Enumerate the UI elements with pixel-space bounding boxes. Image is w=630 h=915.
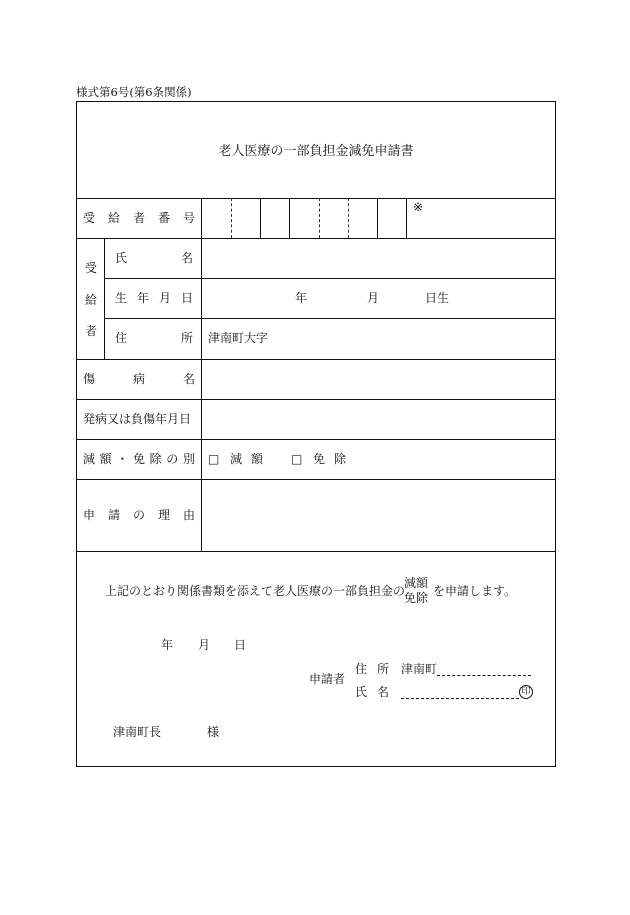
statement-exemption: 免除 bbox=[403, 591, 428, 605]
birth-month-label: 月 bbox=[367, 291, 380, 305]
label-char: 年 bbox=[136, 291, 149, 305]
label-char: の bbox=[166, 452, 179, 466]
date-month-label: 月 bbox=[198, 638, 211, 652]
exemption-option-label: 免除 bbox=[313, 452, 356, 466]
label-char: 氏 bbox=[115, 251, 128, 265]
label-char: 理 bbox=[157, 508, 170, 522]
address-value: 津南町大字 bbox=[208, 331, 269, 345]
label-char: 月 bbox=[158, 291, 171, 305]
applicant-label: 申請者 bbox=[309, 672, 346, 686]
label-char: 免 bbox=[132, 452, 145, 466]
label-char: の bbox=[132, 508, 145, 522]
reduction-option-label: 減額 bbox=[230, 452, 273, 466]
divider-birthdate bbox=[104, 318, 555, 319]
label-disease bbox=[83, 372, 195, 386]
recipient-group-divider bbox=[104, 238, 105, 359]
label-char: 請 bbox=[107, 508, 120, 522]
label-char: 受 bbox=[84, 261, 97, 275]
date-year-label: 年 bbox=[161, 638, 174, 652]
label-name bbox=[115, 251, 193, 265]
number-cell-divider bbox=[319, 198, 320, 238]
label-char: 減 bbox=[83, 452, 96, 466]
label-onset-date: 発病又は負傷年月日 bbox=[83, 412, 192, 426]
statement-before: 上記のとおり関係書類を添えて老人医療の一部負担金の bbox=[105, 584, 406, 598]
divider-type bbox=[77, 479, 555, 480]
label-char: 別 bbox=[182, 452, 195, 466]
number-cell-divider bbox=[377, 198, 378, 238]
note-mark: ※ bbox=[413, 200, 424, 214]
label-char: 日 bbox=[180, 291, 193, 305]
birth-year-label: 年 bbox=[295, 291, 308, 305]
statement-option-stack bbox=[403, 576, 429, 606]
applicant-name-label: 氏名 bbox=[355, 685, 400, 699]
label-char: 給 bbox=[107, 211, 120, 225]
form-title: 老人医療の一部負担金減免申請書 bbox=[218, 144, 414, 159]
number-cell-divider bbox=[406, 198, 407, 238]
applicant-address-label: 住所 bbox=[355, 662, 400, 676]
divider-title bbox=[77, 198, 555, 199]
addressee: 津南町長 bbox=[113, 725, 162, 739]
label-char: 者 bbox=[132, 211, 145, 225]
label-char: 名 bbox=[180, 251, 193, 265]
exemption-checkbox[interactable]: □ bbox=[291, 452, 303, 466]
date-day-label: 日 bbox=[234, 638, 247, 652]
label-birthdate bbox=[115, 291, 193, 305]
label-char: 病 bbox=[132, 372, 145, 386]
applicant-address-line[interactable] bbox=[437, 675, 531, 676]
divider-recipient-number bbox=[77, 238, 555, 239]
label-char: 由 bbox=[182, 508, 195, 522]
label-char: 受 bbox=[83, 211, 96, 225]
label-char: 所 bbox=[180, 331, 193, 345]
applicant-address-value: 津南町 bbox=[401, 662, 438, 676]
label-char: 傷 bbox=[83, 372, 96, 386]
label-char: 名 bbox=[182, 372, 195, 386]
honorific: 様 bbox=[207, 725, 220, 739]
number-cell-divider bbox=[289, 198, 290, 238]
divider-address bbox=[77, 359, 555, 360]
label-recipient-number bbox=[83, 211, 195, 225]
divider-disease bbox=[77, 399, 555, 400]
label-char: 住 bbox=[115, 331, 128, 345]
reduction-checkbox[interactable]: □ bbox=[208, 452, 220, 466]
statement-after: を申請します。 bbox=[433, 584, 517, 598]
divider-name bbox=[104, 278, 555, 279]
label-char: 号 bbox=[182, 211, 195, 225]
label-char: 者 bbox=[84, 324, 97, 338]
applicant-name-line[interactable] bbox=[401, 698, 519, 699]
number-cell-divider bbox=[231, 198, 232, 238]
birth-day-label: 日生 bbox=[425, 291, 450, 305]
divider-onset bbox=[77, 439, 555, 440]
label-char: 除 bbox=[149, 452, 162, 466]
label-char: 額 bbox=[99, 452, 112, 466]
label-reason bbox=[83, 508, 195, 522]
statement-reduction: 減額 bbox=[403, 576, 428, 590]
number-cell-divider bbox=[260, 198, 261, 238]
label-address bbox=[115, 331, 193, 345]
label-char: 給 bbox=[84, 292, 97, 307]
divider-reason bbox=[77, 551, 555, 552]
label-char: 生 bbox=[115, 291, 128, 305]
seal-mark-icon: 印 bbox=[519, 685, 533, 699]
form-number-caption: 様式第6号(第6条関係) bbox=[76, 85, 192, 99]
label-column-divider bbox=[201, 198, 202, 551]
application-form-frame bbox=[76, 101, 556, 767]
number-cell-divider bbox=[348, 198, 349, 238]
label-char: 番 bbox=[157, 211, 170, 225]
label-char: 申 bbox=[83, 508, 96, 522]
label-type bbox=[83, 452, 195, 466]
label-char: ・ bbox=[116, 452, 129, 466]
label-recipient-group bbox=[83, 259, 99, 339]
